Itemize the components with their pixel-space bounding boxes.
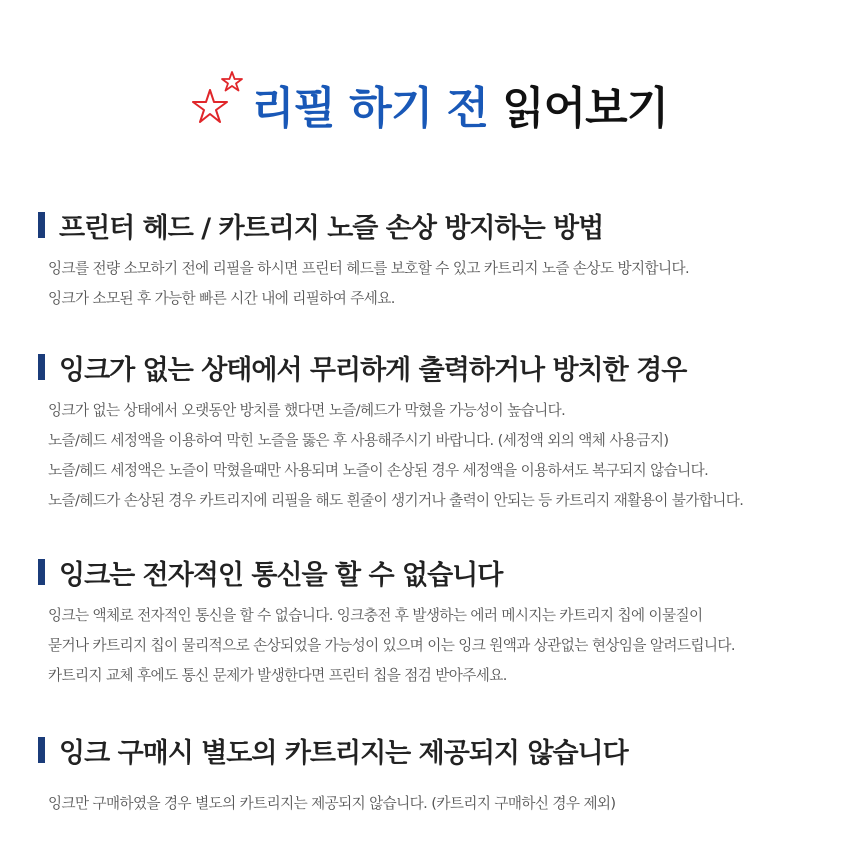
section-text: 잉크만 구매하였을 경우 별도의 카트리지는 제공되지 않습니다. (카트리지 구매하신 경우 제외) <box>48 795 616 812</box>
title-main: 읽어보기 <box>502 83 669 134</box>
section-text: 노즐/헤드 세정액을 이용하여 막힌 노즐을 뚫은 후 사용해주시기 바랍니다. (세정액 외의 액체 사용금지) <box>48 432 669 449</box>
red-stars-icon <box>192 68 250 126</box>
section-text: 노즐/헤드 세정액은 노즐이 막혔을때만 사용되며 노즐이 손상된 경우 세정액을 이용하셔도 복구되지 않습니다. <box>48 462 709 479</box>
section-text: 잉크를 전량 소모하기 전에 리필을 하시면 프린터 헤드를 보호할 수 있고 카트리지 노즐 손상도 방지합니다. <box>48 260 689 277</box>
section-text: 묻거나 카트리지 칩이 물리적으로 손상되었을 가능성이 있으며 이는 잉크 원액과 상관없는 현상임을 알려드립니다. <box>48 637 735 654</box>
section-text: 잉크는 액체로 전자적인 통신을 할 수 없습니다. 잉크충전 후 발생하는 에러 메시지는 카트리지 칩에 이물질이 <box>48 607 703 624</box>
section-head-protection <box>38 208 838 314</box>
section-bar <box>38 354 45 380</box>
section-cartridge-not-included <box>38 733 838 819</box>
section-no-ink <box>38 350 838 516</box>
page-title <box>0 72 860 136</box>
section-text: 잉크가 없는 상태에서 오랫동안 방치를 했다면 노즐/헤드가 막혔을 가능성이 높습니다. <box>48 402 566 419</box>
section-bar <box>38 737 45 763</box>
section-text: 카트리지 교체 후에도 통신 문제가 발생한다면 프린터 칩을 점검 받아주세요. <box>48 667 507 684</box>
section-communication <box>38 555 838 691</box>
section-text: 잉크가 소모된 후 가능한 빠른 시간 내에 리필하여 주세요. <box>48 290 395 307</box>
section-title: 프린터 헤드 / 카트리지 노즐 손상 방지하는 방법 <box>59 212 604 244</box>
section-bar <box>38 212 45 238</box>
section-text: 노즐/헤드가 손상된 경우 카트리지에 리필을 해도 흰줄이 생기거나 출력이 안되는 등 카트리지 재활용이 불가합니다. <box>48 492 744 509</box>
title-highlight: 리필 하기 전 <box>251 83 489 134</box>
section-title: 잉크가 없는 상태에서 무리하게 출력하거나 방치한 경우 <box>59 354 687 386</box>
section-title: 잉크 구매시 별도의 카트리지는 제공되지 않습니다 <box>59 737 628 769</box>
section-bar <box>38 559 45 585</box>
section-title: 잉크는 전자적인 통신을 할 수 없습니다 <box>59 559 503 591</box>
